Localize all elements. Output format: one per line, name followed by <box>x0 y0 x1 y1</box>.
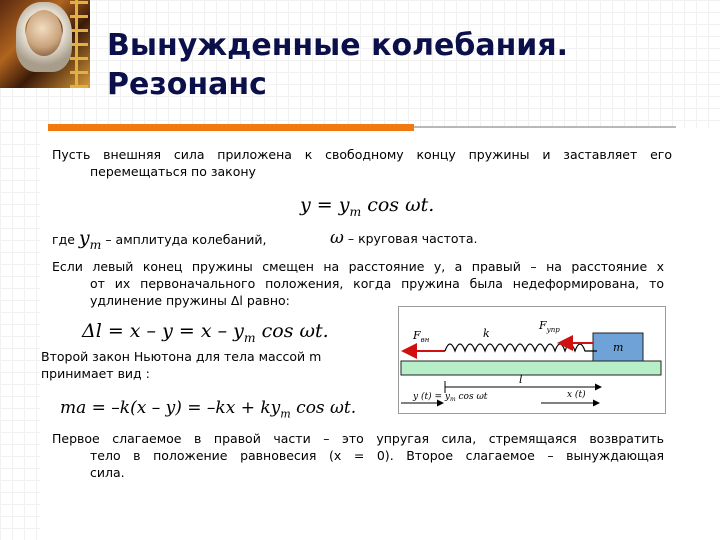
y-displacement-label: y $(t) = y_m$ cos ωt <box>413 392 488 403</box>
intro-line-1: Пусть внешняя сила приложена к свободному концу пружины и заставляет его <box>52 147 672 162</box>
conclusion-line-3: сила. <box>90 465 125 480</box>
scaffold-decoration <box>70 0 88 88</box>
title-line-1: Вынужденные колебания. <box>107 28 568 63</box>
external-force-label: $F_{вн}$ <box>413 329 430 344</box>
portrait-face <box>26 10 62 56</box>
slide-title <box>107 26 667 104</box>
newton-paragraph <box>41 348 391 382</box>
amplitude-symbol: $y_m$ <box>78 227 102 252</box>
conclusion-line-1: Первое слагаемое в правой части – это упругая сила, стремящаяся возвратить <box>52 431 664 446</box>
shift-line-1: Если левый конец пружины смещен на расстояние y, а правый – на расстояние x <box>52 259 664 274</box>
spring-mass-figure <box>398 306 666 414</box>
conclusion-line-2: тело в положение равновесия (x = 0). Второе слагаемое – вынуждающая <box>90 448 664 463</box>
length-label: l <box>519 373 523 386</box>
forced-motion-law <box>300 194 434 219</box>
omega-description: – круговая частота. <box>343 231 478 246</box>
elongation-formula <box>82 320 329 345</box>
newton-formula-subscript: m <box>280 407 291 421</box>
floor-surface <box>401 361 661 375</box>
elong-formula-suffix: cos ωt. <box>255 320 329 342</box>
newton-line-2: принимает вид : <box>41 366 150 381</box>
spring-coil <box>445 344 597 351</box>
shift-line-3: удлинение пружины Δl равно: <box>90 293 290 308</box>
intro-line-2: перемещаться по закону <box>90 164 256 179</box>
shift-paragraph <box>52 258 664 309</box>
where-word: где <box>52 232 75 247</box>
conclusion-paragraph <box>52 430 664 481</box>
newton-equation <box>60 398 356 420</box>
law-formula-subscript: m <box>349 204 362 219</box>
omega-symbol: ω <box>330 228 344 248</box>
mass-label: m <box>613 341 624 354</box>
elong-formula-subscript: m <box>243 330 256 345</box>
omega-definition <box>330 230 477 247</box>
title-underline-rule <box>414 126 676 128</box>
amplitude-description: – амплитуда колебаний, <box>101 232 267 247</box>
title-line-2: Резонанс <box>107 67 267 102</box>
newton-formula-prefix: ma = –k(x – y) = –kx + ky <box>60 398 281 418</box>
law-formula-suffix: cos ωt. <box>361 194 435 216</box>
title-underline-accent <box>48 124 414 131</box>
intro-paragraph <box>52 146 672 180</box>
x-displacement-label: x (t) <box>567 390 586 400</box>
newton-formula-suffix: cos ωt. <box>290 398 357 418</box>
elong-formula-prefix: Δl = x – y = x – y <box>82 320 244 342</box>
newton-line-1: Второй закон Ньютона для тела массой m <box>41 349 322 364</box>
shift-line-2: от их первоначального положения, когда пружина была недеформирована, то <box>90 276 664 291</box>
spring-constant-label: k <box>483 327 490 340</box>
spring-diagram <box>399 307 665 413</box>
where-clause <box>52 227 672 252</box>
law-formula-prefix: y = y <box>300 194 350 216</box>
scientist-portrait <box>0 0 90 88</box>
spring-force-label: $F_{упр}$ <box>539 319 560 334</box>
